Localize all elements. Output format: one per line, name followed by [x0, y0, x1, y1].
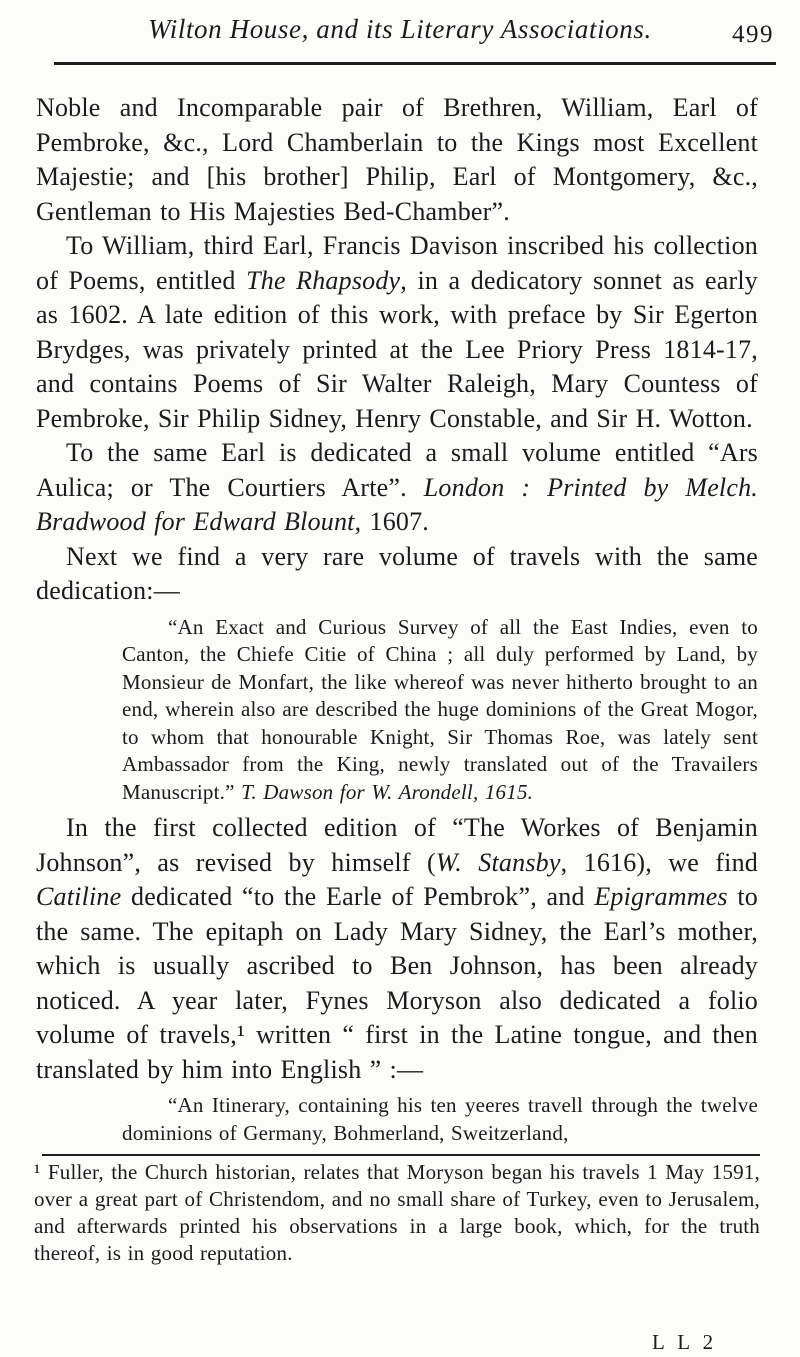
paragraph-rhapsody-dedication: To William, third Earl, Francis Davison inscribed his collection of Poems, entitled The Rhapsody, in a dedicatory sonnet as early as 1602. A late edition of this work, with preface by Sir Egerton Brydges, was privately printed at the Lee Priory Press 1814-17, and contains Poems of Sir Walter Raleigh, Mary Countess of Pembroke, Sir Philip Sidney, Henry Constable, and Sir H. Wotton. [36, 231, 758, 433]
paragraph-ben-johnson-workes: In the first collected edition of “The Workes of Benjamin Johnson”, as revised by himself (W. Stansby, 1616), we find Catiline dedicated “to the Earle of Pembrok”, and Epigrammes to the same. The epitaph on Lady Mary Sidney, the Earl’s mother, which is usually ascribed to Ben Johnson, has been already noticed. A year later, Fynes Moryson also dedicated a folio volume of travels,¹ written “ first in the Latine tongue, and then translated by him into English ” :— [36, 813, 759, 1084]
footnote-fuller: ¹ Fuller, the Church historian, relates that Moryson began his travels 1 May 1591, over a great part of Christendom, and no small share of Turkey, even to Jerusalem, and afterwards printed his observations in a large book, which, for the truth thereof, is in good reputation. [34, 1160, 760, 1265]
paragraph-rare-volume: Next we find a very rare volume of travels with the same dedication:— [36, 541, 758, 605]
header-rule [54, 62, 776, 65]
page-body [0, 64, 800, 1147]
page-number: 499 [732, 21, 774, 48]
page-header [0, 0, 800, 64]
signature-mark: L L 2 [652, 1330, 718, 1354]
paragraph-ars-aulica: To the same Earl is dedicated a small volume entitled “Ars Aulica; or The Courtiers Arte”. London : Printed by Melch. Bradwood for Edward Blount, 1607. [36, 438, 758, 536]
running-title: Wilton House, and its Literary Associations. [148, 14, 652, 44]
paragraph-noble-brethren: Noble and Incomparable pair of Brethren, William, Earl of Pembroke, &c., Lord Chamberlain to the Kings most Excellent Majestie; and [his brother] Philip, Earl of Montgomery, &c., Gentleman to His Majesties Bed-Chamber”. [36, 93, 758, 226]
quote-itinerary: “An Itinerary, containing his ten yeeres travell through the twelve dominions of Germany, Bohmerland, Sweitzerland, [122, 1093, 758, 1145]
quote-east-indies-survey: “An Exact and Curious Survey of all the East Indies, even to Canton, the Chiefe Citie of China ; all duly performed by Land, by Monsieur de Monfart, the like whereof was never hitherto brought to an end, wherein also are described the huge dominions of the Great Mogor, to whom that honourable Knight, Sir Thomas Roe, was lately sent Ambassador from the King, newly translated out of the Travailers Manuscript.” T. Dawson for W. Arondell, 1615. [122, 614, 758, 804]
footnote-rule [42, 1154, 760, 1156]
